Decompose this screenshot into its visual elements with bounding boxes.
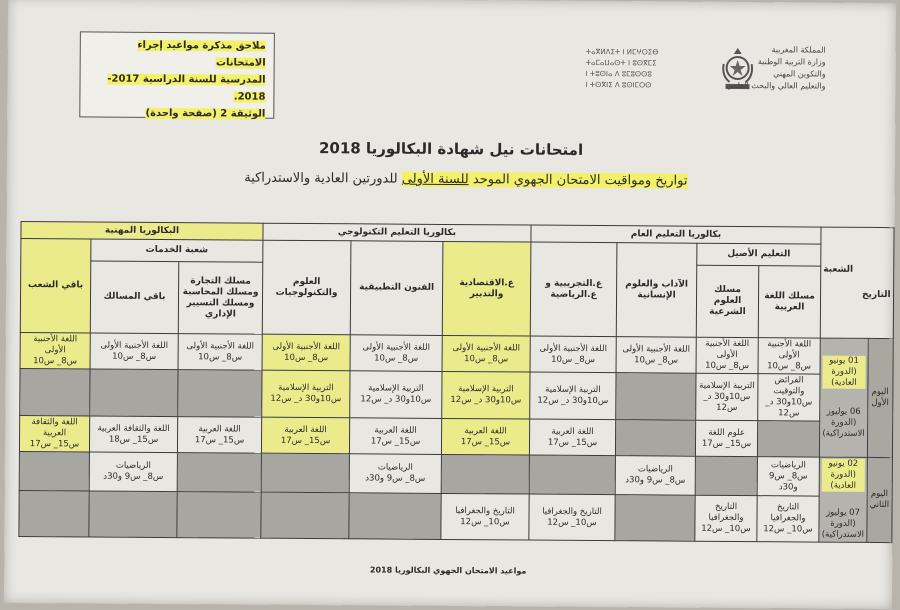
cell [349,418,441,455]
cell [757,496,819,542]
annex-line-3: الوثيقة 2 (صفحة واحدة) [145,107,266,120]
empty-cell [19,491,89,537]
header-commerce: مسلك التجارة ومسلك المحاسبة ومسلك التسيير الإداري [178,262,263,335]
cell-time: س10_ س12 [460,516,510,528]
cell-subject: اللغة العربية [551,426,594,437]
empty-cell [529,455,615,495]
day-1-normal-date: 01 يونيو (الدورة العادية) [822,356,865,389]
cell-time: س8_ س10 [634,354,679,366]
page-title: امتحانات نيل شهادة البكالوريا 2018 [318,139,584,159]
cell-subject: اللغة الأجنبية الأولى [622,343,690,355]
cell-subject: الفرائض والتوقيت [773,375,805,397]
empty-cell [757,421,819,457]
day-2-dates [819,457,868,542]
cell [758,338,820,374]
cell-time: س8_ س9 و30د [768,470,808,493]
cell-subject: اللغة العربية [198,423,241,435]
cell [89,452,177,492]
cell [696,337,758,373]
cell-time: س8_ س10 [284,352,329,363]
cell [19,415,89,451]
cell-time: س15_ س17 [460,436,511,447]
annex-box [79,31,275,118]
cell-time: س15_ س17 [280,435,331,446]
ministry-line-4: والتعليم العالي والبحث العلمي [726,80,826,91]
annex-line-1: ملاحق مذكرة مواعيد إجراء الامتحانات [137,39,266,69]
cell-subject: علوم اللغة [708,427,745,438]
cell-subject: اللغة الأجنبية الأولى [272,341,340,352]
day-2-text: اليوم الثاني [869,488,890,511]
day-2-label [867,457,892,542]
header-eco: ع.الاقتصادية والتدبير [442,241,531,336]
cell [89,416,177,453]
cell-time: س8_ س9 و30د [365,473,426,485]
cell [530,336,616,373]
cell-subject: التربية الإسلامية [699,380,755,391]
cell-time: س10و30 د_ س12 [703,391,751,413]
cell [349,454,441,494]
cell-time: س10_ س12 [763,524,813,535]
cell-time: س8_ س9 و30د [103,471,164,483]
page-footer: مواعيد الامتحان الجهوي البكالوريا 2018 [369,565,527,576]
diag-bottom-label: التاريخ [862,289,891,301]
empty-cell [261,453,349,493]
header-applied-arts: الفنون التطبيقية [350,241,443,336]
header-exp-math: ع.التجريبية و ع.الرياضية [530,242,617,337]
tifinagh-line-2: ⵜⴰⵎⴰⵡⴰⵙⵜ ⵏ ⵓⵙⴳⵎⵉ [585,58,657,68]
cell-subject: التربية الإسلامية [278,382,334,394]
empty-cell [177,453,261,493]
cell-subject: اللغة الأجنبية الأولى [186,340,254,352]
cell-subject: اللغة العربية [374,424,417,436]
document-page [4,0,896,609]
header-sharia: مسلك العلوم الشرعية [696,265,759,337]
cell-time: س10و30 د_ س12 [537,395,609,407]
cell [529,419,615,456]
empty-cell [615,420,695,457]
cell [350,335,442,372]
header-arts: الآداب والعلوم الإنسانية [616,243,697,338]
header-other-branches: باقي الشعب [20,239,91,333]
cell-subject: التربية الإسلامية [368,383,424,394]
cell-time: س15_ س17 [29,439,80,450]
empty-cell [441,454,529,494]
diag-top-label: الشعبة [823,264,854,275]
cell [442,335,530,372]
ministry-line-3: والتكوين المهني [773,69,826,79]
day-2-catchup-date: 07 يوليوز (الدورة الاستدراكية) [821,507,865,540]
tifinagh-line-3: ⵏ ⵜⵓⵙⵏⴰ ⴷ ⵓⵎⵓⵙⵙⵓ [585,69,652,79]
cell [177,417,261,454]
ministry-line-1: المملكة المغربية [771,45,826,55]
cell-subject: اللغة الأجنبية الأولى [100,340,168,351]
subtitle-underlined: للسنة الأولى [401,171,469,188]
page-subtitle [157,170,775,189]
empty-cell [616,373,696,421]
cell-subject: اللغة الأجنبية الأولى [452,342,520,353]
day-2-normal-date: 02 يونيو (الدورة العادية) [822,459,865,492]
cell-time: س8_ س10 [705,360,750,372]
empty-cell [90,369,178,417]
empty-cell [695,456,757,496]
cell [529,494,615,540]
cell-time: س15_ س17 [701,438,752,449]
cell-subject: التربية الإسلامية [458,384,514,395]
day-1-label [867,338,892,457]
header-arabic-lang: مسلك اللغة العربية [758,266,821,338]
header-tech: بكالوريا التعليم التكنولوجي [263,223,531,242]
cell-subject: اللغة الأجنبية الأولى [767,339,812,361]
cell-subject: التاريخ والجغرافيا [708,502,744,524]
cell-time: س8_ س10 [464,353,509,364]
cell-time: س15_ س17 [194,434,245,446]
empty-cell [261,493,349,539]
cell-time: س15_ س17 [547,437,598,448]
subtitle-part-2: للدورتين العادية والاستدراكية [244,170,402,187]
cell-subject: التاريخ والجغرافيا [770,502,806,524]
cell-subject: اللغة والثقافة العربية [31,417,78,439]
cell [441,418,529,455]
cell-subject: اللغة العربية [464,425,507,436]
cell-time: س10و30 د_ س12 [270,393,342,405]
cell-time: س10_ س12 [701,523,751,535]
tifinagh-line-1: ⵜⴰⴳⵍⴷⵉⵜ ⵏ ⵍⵎⵖⵔⵉⴱ [585,47,659,57]
cell [530,372,616,420]
empty-cell [177,492,261,538]
empty-cell [178,370,262,418]
header-services: شعبة الخدمات [91,239,263,262]
cell-time: س15_ س17 [370,435,421,447]
cell-time: س8_ س10 [33,356,78,367]
cell [615,456,695,496]
cell [695,496,757,542]
header-general: بكالوريا التعليم العام [531,225,821,244]
ministry-header [685,44,825,93]
cell-subject: الرياضيات [770,459,806,471]
exam-schedule-table [18,221,894,543]
cell [757,457,819,497]
diagonal-header-cell [820,227,893,339]
cell [178,334,262,371]
cell-subject: التاريخ والجغرافيا [542,506,602,517]
cell-time: س8_ س10 [112,351,157,362]
cell [262,334,350,371]
cell-subject: التاريخ والجغرافيا [455,505,515,517]
header-original: التعليم الأصيل [697,243,821,266]
cell [441,494,529,540]
annex-line-2: المدرسية للسنة الدراسية 2017-2018. [107,73,266,103]
cell-time: س15_ س18 [108,434,159,445]
empty-cell [349,493,441,539]
empty-cell [19,451,89,491]
cell-time: س8_ س10 [198,351,243,363]
subtitle-part-1: تواريخ ومواقيت الامتحان الجهوي الموحد [468,172,688,189]
ministry-line-2: وزارة التربية الوطنية [757,57,826,67]
ministry-tifinagh [585,47,695,92]
empty-cell [20,368,90,415]
cell [350,371,442,419]
cell [442,371,530,419]
cell-time: س8_ س10 [767,361,812,372]
cell [262,370,350,418]
cell-time: س10_ س12 [547,517,597,528]
cell-time: س8_ س10 [551,354,596,365]
cell [261,417,349,454]
day-1-dates [819,338,868,457]
cell-time: س10و30 د_ س12 [765,397,813,419]
empty-cell [615,495,695,541]
tifinagh-line-4: ⵏ ⵜⵙⴳⵏⵉ ⴷ ⵓⵙⵏⵎⵔⵙ [585,80,652,90]
cell-subject: اللغة والثقافة العربية [97,423,170,434]
cell-time: س10و30 د_ س12 [450,395,522,406]
cell [695,420,757,456]
cell-subject: الرياضيات [637,464,673,475]
cell [696,373,758,420]
cell-subject: اللغة الأجنبية الأولى [705,338,750,361]
header-prof: البكالوريا المهنية [21,222,263,241]
cell-subject: اللغة الأجنبية الأولى [362,341,430,353]
cell [758,374,820,421]
cell-time: س8_ س10 [374,352,419,364]
cell-subject: الرياضيات [377,462,413,473]
cell [616,337,696,374]
cell-subject: التربية الإسلامية [545,384,601,396]
day-1-catchup-date: 06 يوليوز (الدورة الاستدراكية) [822,406,865,439]
empty-cell [89,491,177,537]
cell-subject: الرياضيات [115,460,151,472]
day-1-text: اليوم الأول [871,386,889,409]
cell [90,333,178,370]
cell-subject: اللغة الأجنبية الأولى [33,334,78,356]
cell-time: س10و30 د_ س12 [360,394,432,405]
cell [20,333,90,369]
cell-subject: اللغة العربية [284,424,327,435]
header-sci-tech: العلوم والتكنولوجيات [262,240,351,335]
header-other-tracks: باقي المسالك [90,261,179,334]
cell-time: س8_ س9 و30د [625,475,686,486]
cell-subject: اللغة الأجنبية الأولى [539,343,607,354]
